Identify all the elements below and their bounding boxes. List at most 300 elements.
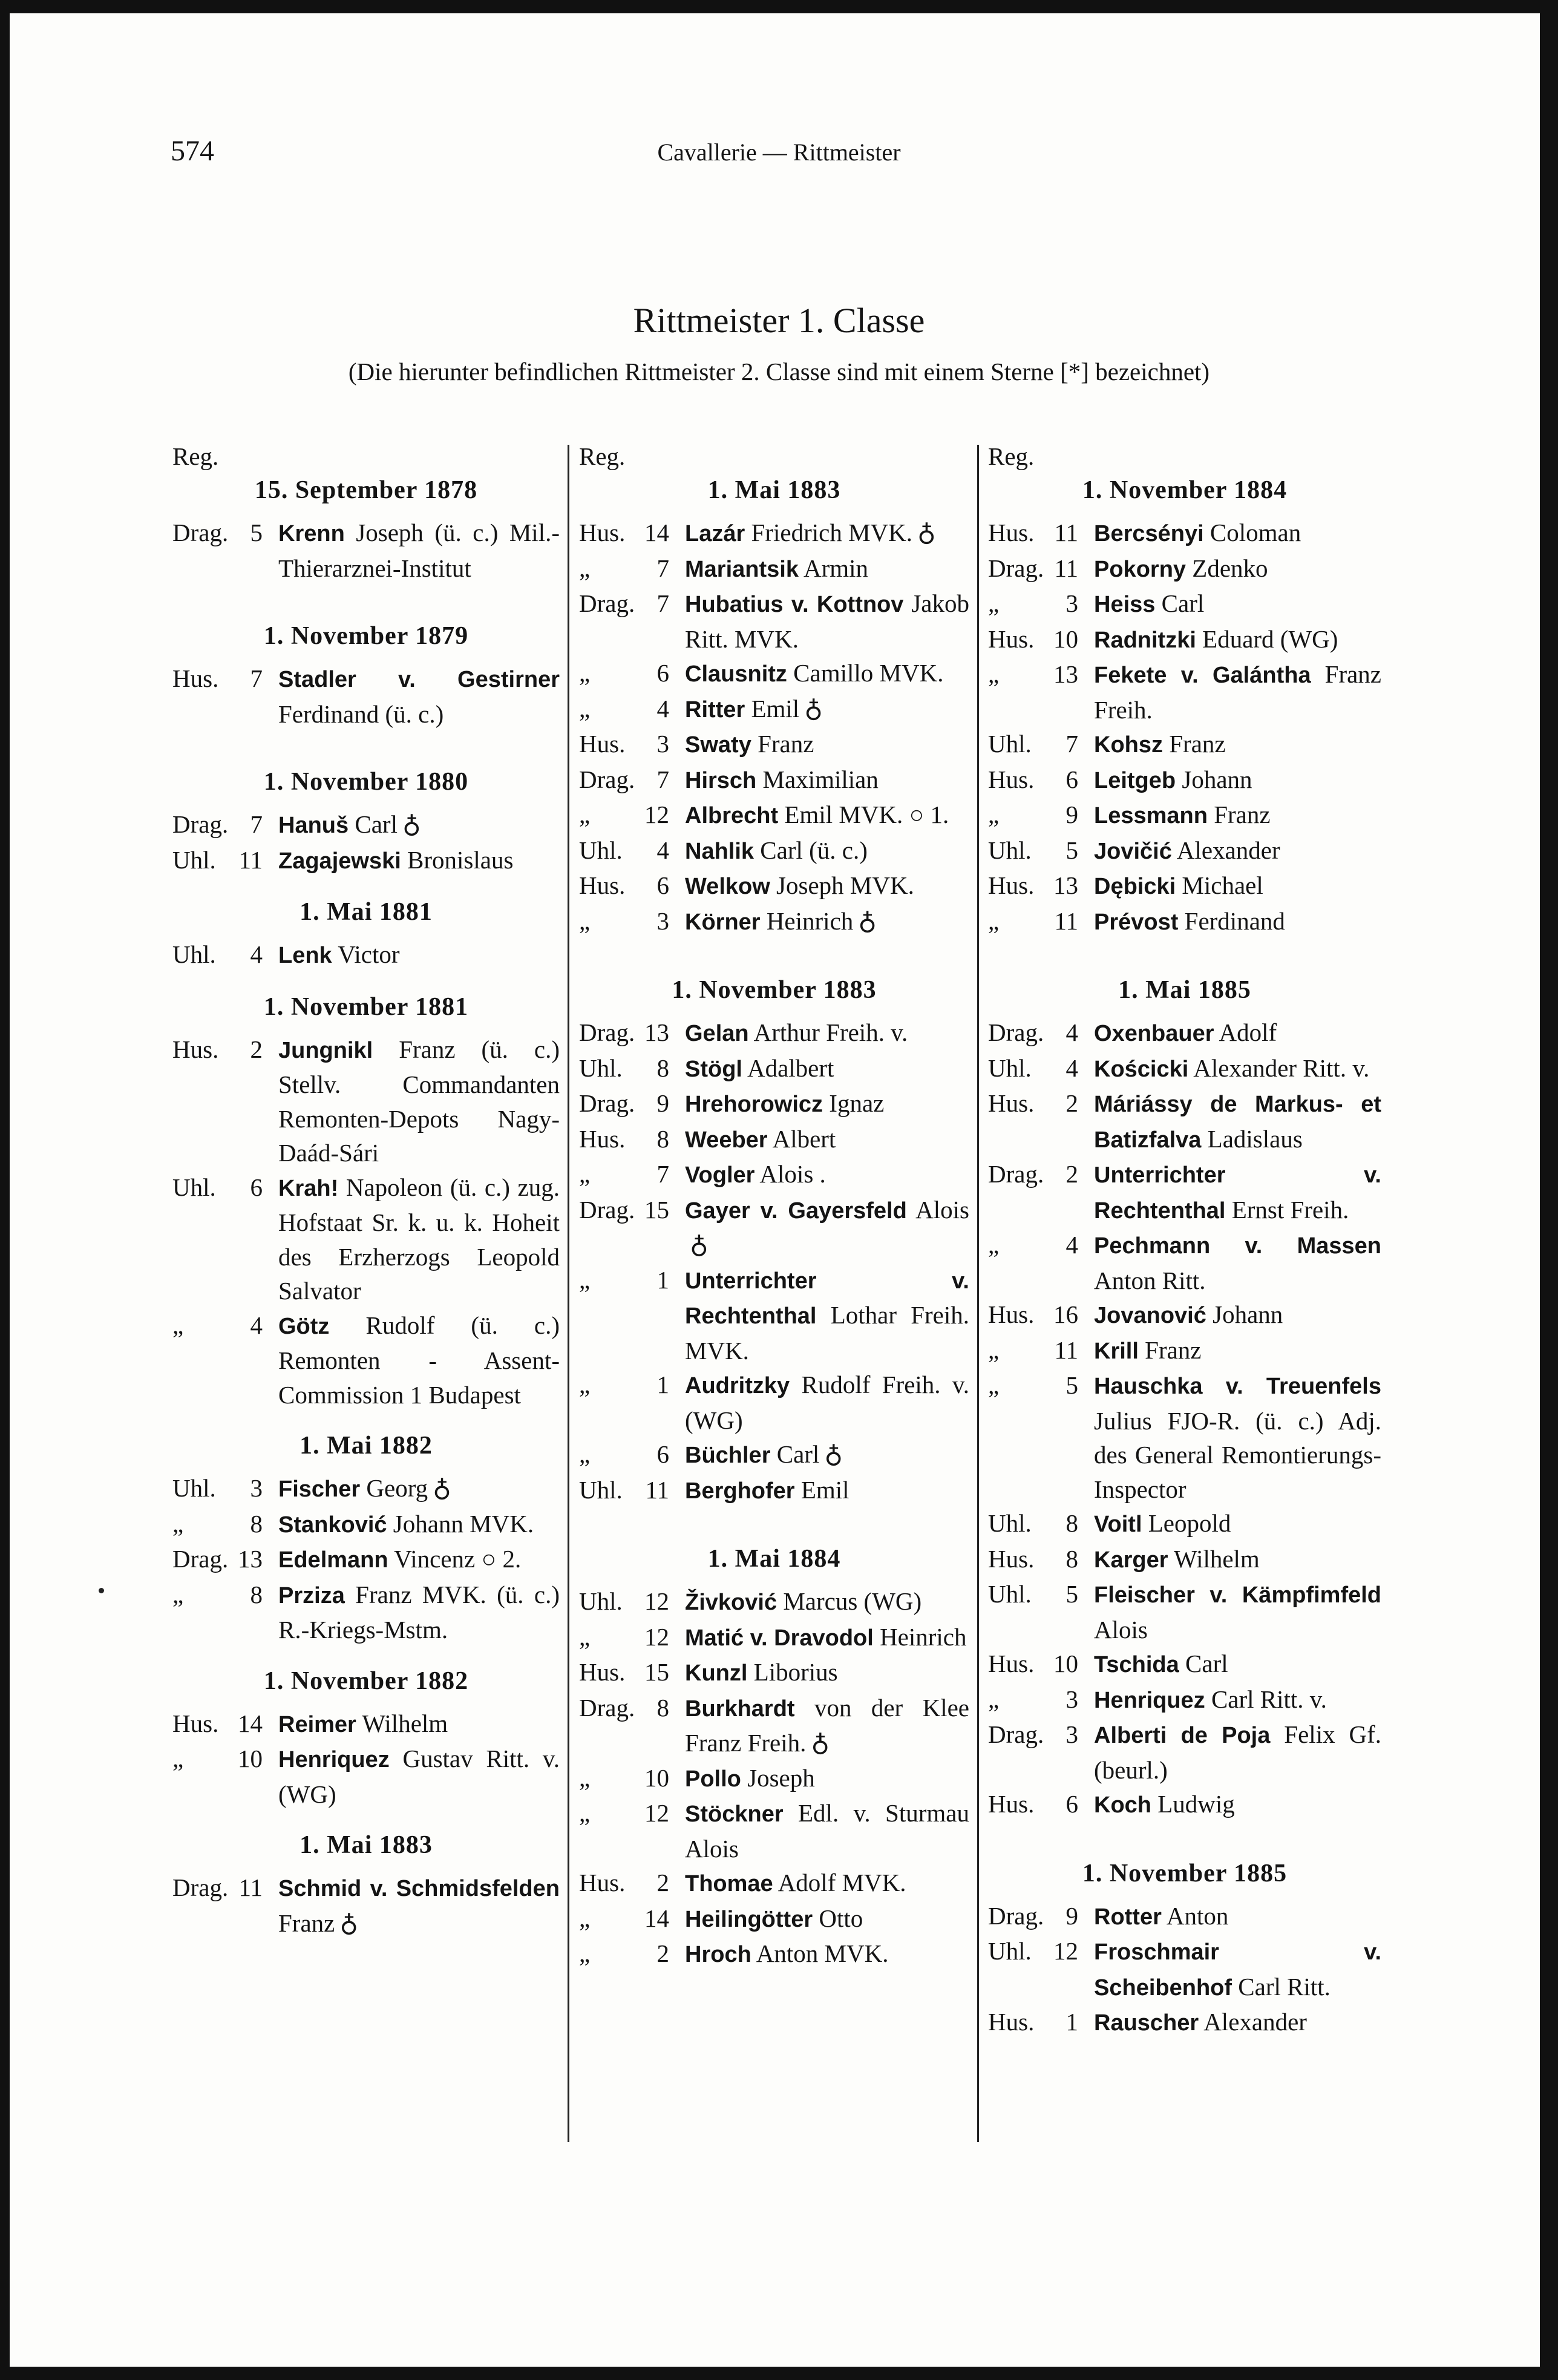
- officer-details: Alois .: [754, 1160, 826, 1188]
- officer-text: [685, 727, 969, 762]
- regiment-branch: Drag.: [988, 1160, 1044, 1188]
- officer-name: Stadler v. Gestirner: [278, 667, 560, 692]
- roster-entry: [172, 1507, 560, 1542]
- officer-text: [278, 937, 560, 973]
- margin-dot: [99, 1588, 104, 1593]
- roster-entry: [579, 1584, 969, 1620]
- roster-entry: [988, 2005, 1381, 2041]
- officer-text: [1094, 868, 1381, 904]
- spacer: [172, 1024, 560, 1032]
- regiment-number: 5: [1065, 1580, 1078, 1608]
- regiment-number: 6: [250, 1173, 263, 1201]
- officer-text: [1094, 1051, 1381, 1087]
- roster-entry: [988, 551, 1381, 587]
- regiment-branch: „: [579, 659, 591, 687]
- regiment-branch: Drag.: [579, 1693, 635, 1722]
- regiment-number: 10: [644, 1763, 669, 1792]
- officer-details: Franz: [1163, 730, 1226, 758]
- regiment-branch: Hus.: [172, 1709, 219, 1737]
- officer-text: [1094, 904, 1381, 940]
- regiment-number: 16: [1053, 1300, 1078, 1328]
- officer-details: Ludwig: [1151, 1790, 1235, 1818]
- roster-entry: [172, 1170, 560, 1308]
- officer-text: [1094, 1228, 1381, 1297]
- regiment-number: 13: [1053, 660, 1078, 688]
- order-cross-icon: ♁: [917, 519, 936, 547]
- officer-name: Lazár: [685, 521, 745, 546]
- officer-text: [1094, 622, 1381, 658]
- roster-entry: [988, 657, 1381, 727]
- officer-details: Ernst Freih.: [1225, 1195, 1349, 1224]
- officer-details: Arthur Freih. v.: [748, 1018, 908, 1046]
- officer-text: [1094, 1717, 1381, 1787]
- officer-name: Leitgeb: [1094, 767, 1176, 793]
- roster-entry: [579, 1437, 969, 1473]
- reg-header: Reg.: [172, 442, 219, 470]
- officer-details: Edl. v. Sturmau Alois: [685, 1799, 969, 1863]
- officer-text: [685, 833, 969, 869]
- regiment-branch: Uhl.: [172, 1474, 216, 1502]
- regiment-number: 4: [1065, 1054, 1078, 1082]
- officer-text: [278, 843, 560, 879]
- regiment-branch: Hus.: [579, 730, 626, 758]
- officer-details: Alois: [906, 1195, 969, 1224]
- officer-details: Georg: [360, 1474, 428, 1502]
- officer-details: Carl: [770, 1440, 820, 1468]
- regiment-branch: Drag.: [172, 810, 229, 838]
- officer-details: Adalbert: [742, 1054, 834, 1082]
- officer-details: Heinrich: [760, 906, 854, 935]
- officer-text: [685, 1473, 969, 1509]
- order-cross-icon: ♁: [402, 811, 421, 839]
- roster-entry: [579, 1901, 969, 1937]
- roster-entry: [988, 1682, 1381, 1718]
- regiment-branch: Uhl.: [988, 1054, 1032, 1082]
- officer-details: Adolf MVK.: [773, 1869, 906, 1896]
- roster-entry: [579, 656, 969, 692]
- officer-details: Wilhelm: [1168, 1544, 1260, 1573]
- officer-text: [685, 1620, 969, 1656]
- officer-text: [1094, 1647, 1381, 1682]
- promotion-date: 1. Mai 1885: [1118, 976, 1251, 1004]
- officer-details: Gustav Ritt. v. (WG): [278, 1745, 560, 1808]
- regiment-number: 2: [656, 1939, 669, 1967]
- officer-text: [1094, 1899, 1381, 1935]
- regiment-number: 10: [1053, 1650, 1078, 1677]
- regiment-number: 8: [250, 1509, 263, 1538]
- roster-entry: [988, 1899, 1381, 1935]
- officer-details: Ferdinand: [1178, 906, 1285, 935]
- spacer: [988, 1890, 1381, 1899]
- regiment-branch: „: [579, 1371, 591, 1398]
- roster-entry: [172, 1706, 560, 1742]
- regiment-number: 13: [644, 1018, 669, 1046]
- officer-name: Oxenbauer: [1094, 1021, 1214, 1046]
- regiment-branch: Hus.: [988, 1300, 1035, 1328]
- roster-entry: [579, 1015, 969, 1051]
- officer-name: Fleischer v. Kämpfimfeld: [1094, 1582, 1381, 1608]
- regiment-number: 3: [1065, 1685, 1078, 1713]
- officer-name: Alberti de Poja: [1094, 1723, 1271, 1748]
- regiment-branch: „: [988, 660, 1000, 688]
- officer-name: Reimer: [278, 1711, 356, 1737]
- officer-details: Alexander Ritt. v.: [1188, 1054, 1370, 1082]
- regiment-branch: Drag.: [988, 554, 1044, 582]
- officer-text: [1094, 1015, 1381, 1051]
- regiment-branch: „: [172, 1311, 184, 1339]
- roster-entry: [579, 551, 969, 587]
- regiment-branch: Uhl.: [579, 1475, 623, 1504]
- officer-name: Büchler: [685, 1443, 771, 1468]
- officer-text: [1094, 1368, 1381, 1506]
- promotion-date: 1. November 1884: [1082, 476, 1288, 504]
- officer-name: Jovičić: [1094, 838, 1172, 864]
- roster-entry: [988, 1787, 1381, 1823]
- promotion-date: 1. November 1880: [263, 768, 469, 796]
- regiment-branch: „: [988, 801, 1000, 828]
- spacer: [172, 1862, 560, 1870]
- officer-name: Máriássy de Markus- et Batizfalva: [1094, 1092, 1381, 1153]
- officer-name: Ritter: [685, 697, 745, 723]
- regiment-number: 11: [1054, 554, 1078, 582]
- spacer: [579, 507, 969, 516]
- officer-name: Stanković: [278, 1512, 387, 1538]
- officer-text: [685, 1901, 969, 1937]
- regiment-branch: Uhl.: [172, 1173, 216, 1201]
- regiment-number: 3: [1065, 589, 1078, 617]
- roster-entry: [988, 904, 1381, 940]
- roster-entry: [988, 762, 1381, 798]
- spacer: [988, 1823, 1381, 1857]
- officer-name: Nahlik: [685, 838, 754, 864]
- spacer: [172, 1647, 560, 1664]
- regiment-branch: „: [579, 1440, 591, 1468]
- reg-header: Reg.: [988, 442, 1035, 470]
- regiment-branch: Drag.: [579, 1089, 635, 1117]
- officer-details: Liborius: [747, 1658, 838, 1686]
- regiment-number: 14: [238, 1709, 263, 1737]
- roster-entry: [579, 727, 969, 762]
- officer-name: Krah!: [278, 1175, 339, 1201]
- regiment-branch: „: [579, 1763, 591, 1792]
- officer-details: Carl: [349, 810, 398, 838]
- officer-details: Maximilian: [756, 765, 879, 793]
- officer-name: Fekete v. Galántha: [1094, 663, 1311, 688]
- officer-details: Vincenz ○ 2.: [388, 1545, 522, 1573]
- regiment-branch: Hus.: [579, 519, 626, 546]
- officer-details: Marcus (WG): [777, 1587, 922, 1615]
- officer-name: Pokorny: [1094, 556, 1187, 582]
- officer-text: [278, 1870, 560, 1941]
- regiment-branch: Uhl.: [988, 730, 1032, 758]
- officer-name: Audritzky: [685, 1373, 790, 1398]
- regiment-number: 6: [656, 659, 669, 687]
- regiment-branch: „: [579, 1799, 591, 1827]
- officer-details: Anton: [1161, 1901, 1229, 1930]
- officer-text: [278, 1308, 560, 1412]
- spacer: [172, 731, 560, 765]
- roster-entry: [579, 833, 969, 869]
- promotion-date: 1. Mai 1881: [299, 898, 433, 926]
- order-cross-icon: ♁: [811, 1729, 830, 1757]
- regiment-number: 11: [238, 1874, 263, 1901]
- regiment-number: 12: [644, 1587, 669, 1615]
- officer-details: Carl Ritt. v.: [1205, 1685, 1327, 1713]
- promotion-date: 1. Mai 1884: [707, 1545, 841, 1573]
- regiment-branch: Hus.: [579, 871, 626, 899]
- regiment-branch: Hus.: [988, 2008, 1035, 2036]
- regiment-branch: „: [579, 801, 591, 828]
- officer-name: Weeber: [685, 1127, 768, 1153]
- officer-text: [1094, 2005, 1381, 2041]
- regiment-number: 5: [250, 519, 263, 546]
- officer-details: Carl (ü. c.): [754, 836, 868, 864]
- officer-name: Unterrichter v. Rechtenthal: [685, 1268, 969, 1329]
- officer-text: [685, 1051, 969, 1087]
- officer-name: Krill: [1094, 1338, 1139, 1364]
- officer-text: [685, 1122, 969, 1158]
- officer-text: [685, 1796, 969, 1866]
- spacer: [988, 507, 1381, 516]
- officer-details: Alexander: [1199, 2008, 1307, 2036]
- officer-text: [685, 1761, 969, 1797]
- regiment-branch: Drag.: [988, 1018, 1044, 1046]
- spacer: [172, 1463, 560, 1471]
- officer-name: Koch: [1094, 1792, 1151, 1818]
- officer-text: [1094, 1787, 1381, 1823]
- officer-name: Radnitzki: [1094, 627, 1196, 653]
- roster-entry: [579, 1655, 969, 1691]
- regiment-branch: Hus.: [988, 1089, 1035, 1117]
- officer-details: Michael: [1176, 871, 1263, 899]
- officer-text: [1094, 1577, 1381, 1647]
- regiment-number: 2: [656, 1869, 669, 1896]
- spacer: [172, 799, 560, 807]
- roster-entry: [172, 1542, 560, 1578]
- officer-text: [685, 1584, 969, 1620]
- regiment-number: 7: [656, 589, 669, 617]
- regiment-number: 8: [656, 1054, 669, 1082]
- regiment-number: 2: [1065, 1160, 1078, 1188]
- officer-details: Otto: [813, 1904, 863, 1932]
- order-cross-icon: ♁: [690, 1231, 709, 1259]
- promotion-date: 1. November 1879: [263, 622, 469, 650]
- regiment-number: 5: [1065, 836, 1078, 864]
- regiment-number: 9: [1065, 1901, 1078, 1930]
- officer-name: Heilingötter: [685, 1906, 813, 1932]
- officer-name: Clausnitz: [685, 661, 787, 687]
- roster-entry: [579, 1157, 969, 1193]
- roster-entry: [988, 516, 1381, 551]
- roster-entry: [172, 1032, 560, 1170]
- order-cross-icon: ♁: [824, 1441, 843, 1469]
- regiment-number: 13: [1053, 871, 1078, 899]
- regiment-branch: Hus.: [988, 1544, 1035, 1573]
- officer-text: [685, 1157, 969, 1193]
- officer-text: [685, 1655, 969, 1691]
- officer-name: Jovanović: [1094, 1303, 1206, 1328]
- spacer: [579, 939, 969, 973]
- regiment-number: 3: [1065, 1720, 1078, 1748]
- officer-text: [278, 516, 560, 585]
- roster-entry: [579, 904, 969, 940]
- spacer: [172, 1811, 560, 1828]
- officer-details: Felix Gf. (beurl.): [1094, 1720, 1382, 1784]
- regiment-number: 15: [644, 1195, 669, 1224]
- regiment-number: 6: [1065, 765, 1078, 793]
- roster-entry: [988, 1015, 1381, 1051]
- officer-text: [685, 656, 969, 692]
- order-cross-icon: ♁: [339, 1909, 359, 1938]
- column-2: [579, 439, 969, 1972]
- officer-name: Henriquez: [1094, 1687, 1205, 1713]
- regiment-number: 3: [250, 1474, 263, 1502]
- regiment-number: 5: [1065, 1371, 1078, 1399]
- officer-text: [685, 1866, 969, 1901]
- regiment-branch: Hus.: [172, 1035, 219, 1063]
- regiment-branch: Drag.: [172, 1545, 229, 1573]
- roster-entry: [579, 1761, 969, 1797]
- officer-details: Emil MVK. ○ 1.: [778, 801, 949, 828]
- officer-details: Carl Ritt.: [1232, 1972, 1331, 2001]
- officer-name: Živković: [685, 1590, 777, 1615]
- officer-text: [1094, 551, 1381, 587]
- regiment-branch: Drag.: [579, 589, 635, 617]
- running-head: Cavallerie — Rittmeister: [657, 139, 901, 166]
- officer-details: Alexander: [1171, 836, 1280, 864]
- regiment-branch: Uhl.: [988, 1580, 1032, 1608]
- officer-text: [1094, 1333, 1381, 1369]
- officer-details: Johann: [1176, 765, 1252, 793]
- roster-entry: [172, 661, 560, 731]
- officer-name: Lessmann: [1094, 803, 1208, 828]
- officer-text: [685, 516, 969, 551]
- officer-text: [685, 1691, 969, 1761]
- officer-details: Emil: [745, 694, 800, 723]
- officer-text: [685, 551, 969, 587]
- officer-details: Heinrich: [873, 1622, 967, 1651]
- officer-name: Zagajewski: [278, 848, 401, 874]
- officer-name: Voitl: [1094, 1512, 1142, 1537]
- regiment-number: 7: [250, 810, 263, 838]
- regiment-number: 4: [250, 940, 263, 968]
- roster-entry: [988, 1333, 1381, 1369]
- officer-text: [685, 1368, 969, 1437]
- officer-details: Jakob Ritt. MVK.: [685, 589, 969, 653]
- regiment-number: 7: [656, 765, 669, 793]
- officer-name: Welkow: [685, 874, 770, 899]
- roster-entry: [579, 692, 969, 727]
- roster-entry: [988, 1647, 1381, 1682]
- regiment-branch: „: [988, 906, 1000, 935]
- officer-details: Franz (ü. c.) Stellv. Commandanten Remonten-Depots Nagy-Daád-Sári: [278, 1035, 560, 1167]
- regiment-branch: Hus.: [988, 765, 1035, 793]
- column-rule: [977, 445, 979, 2142]
- regiment-branch: Hus.: [988, 1650, 1035, 1677]
- spacer: [172, 585, 560, 619]
- officer-text: [1094, 727, 1381, 762]
- officer-text: [1094, 1157, 1381, 1228]
- officer-text: [685, 762, 969, 798]
- regiment-branch: „: [579, 906, 591, 935]
- spacer: [579, 1007, 969, 1015]
- regiment-branch: „: [172, 1580, 184, 1608]
- roster-entry: [172, 843, 560, 879]
- officer-name: Dębicki: [1094, 874, 1176, 899]
- regiment-branch: Drag.: [579, 765, 635, 793]
- officer-name: Rauscher: [1094, 2010, 1199, 2036]
- officer-name: Hauschka v. Treuenfels: [1094, 1374, 1381, 1399]
- officer-text: [685, 904, 969, 940]
- order-cross-icon: ♁: [433, 1475, 451, 1503]
- regiment-number: 6: [656, 871, 669, 899]
- roster-entry: [579, 868, 969, 904]
- spacer: [172, 878, 560, 895]
- spacer: [172, 507, 560, 516]
- officer-details: Joseph: [741, 1763, 815, 1792]
- roster-entry: [988, 1157, 1381, 1228]
- column-1: [172, 439, 560, 1941]
- officer-name: Krenn: [278, 521, 345, 546]
- officer-name: Swaty: [685, 732, 751, 758]
- roster-entry: [988, 1577, 1381, 1647]
- officer-details: Adolf: [1214, 1018, 1277, 1046]
- officer-details: Camillo MVK.: [787, 659, 944, 687]
- regiment-number: 8: [656, 1124, 669, 1153]
- roster-entry: [988, 1086, 1381, 1157]
- officer-details: Coloman: [1203, 519, 1301, 546]
- regiment-branch: Uhl.: [988, 1937, 1032, 1965]
- regiment-branch: Drag.: [988, 1901, 1044, 1930]
- regiment-number: 3: [656, 730, 669, 758]
- officer-details: Rudolf (ü. c.) Remonten - Assent-Commission 1 Budapest: [278, 1311, 560, 1409]
- regiment-branch: Drag.: [988, 1720, 1044, 1748]
- order-cross-icon: ♁: [858, 907, 877, 936]
- officer-details: Johann: [1206, 1300, 1283, 1328]
- regiment-branch: „: [988, 1336, 1000, 1364]
- roster-entry: [579, 1620, 969, 1656]
- section-title: Rittmeister 1. Classe: [633, 301, 925, 340]
- officer-text: [278, 1170, 560, 1308]
- regiment-number: 3: [656, 906, 669, 935]
- officer-name: Mariantsik: [685, 556, 799, 582]
- regiment-branch: Hus.: [579, 1658, 626, 1686]
- officer-name: Jungnikl: [278, 1037, 373, 1063]
- regiment-branch: „: [988, 589, 1000, 617]
- officer-details: von der Klee Franz Freih.: [685, 1693, 969, 1757]
- officer-text: [1094, 1506, 1381, 1542]
- roster-entry: [988, 622, 1381, 658]
- spacer: [172, 1698, 560, 1706]
- regiment-number: 2: [1065, 1089, 1078, 1117]
- regiment-number: 7: [250, 664, 263, 692]
- regiment-number: 2: [250, 1035, 263, 1063]
- officer-details: Johann MVK.: [387, 1509, 534, 1538]
- officer-name: Thomae: [685, 1871, 773, 1896]
- regiment-number: 8: [1065, 1509, 1078, 1537]
- roster-entry: [988, 1717, 1381, 1787]
- regiment-number: 1: [656, 1265, 669, 1294]
- regiment-branch: „: [579, 1265, 591, 1294]
- spacer: [172, 653, 560, 661]
- officer-name: Stögl: [685, 1056, 742, 1082]
- regiment-number: 7: [656, 1160, 669, 1188]
- roster-entry: [988, 727, 1381, 762]
- promotion-date: 1. November 1883: [672, 976, 877, 1004]
- officer-text: [1094, 833, 1381, 869]
- officer-name: Burkhardt: [685, 1696, 795, 1722]
- regiment-branch: „: [988, 1371, 1000, 1399]
